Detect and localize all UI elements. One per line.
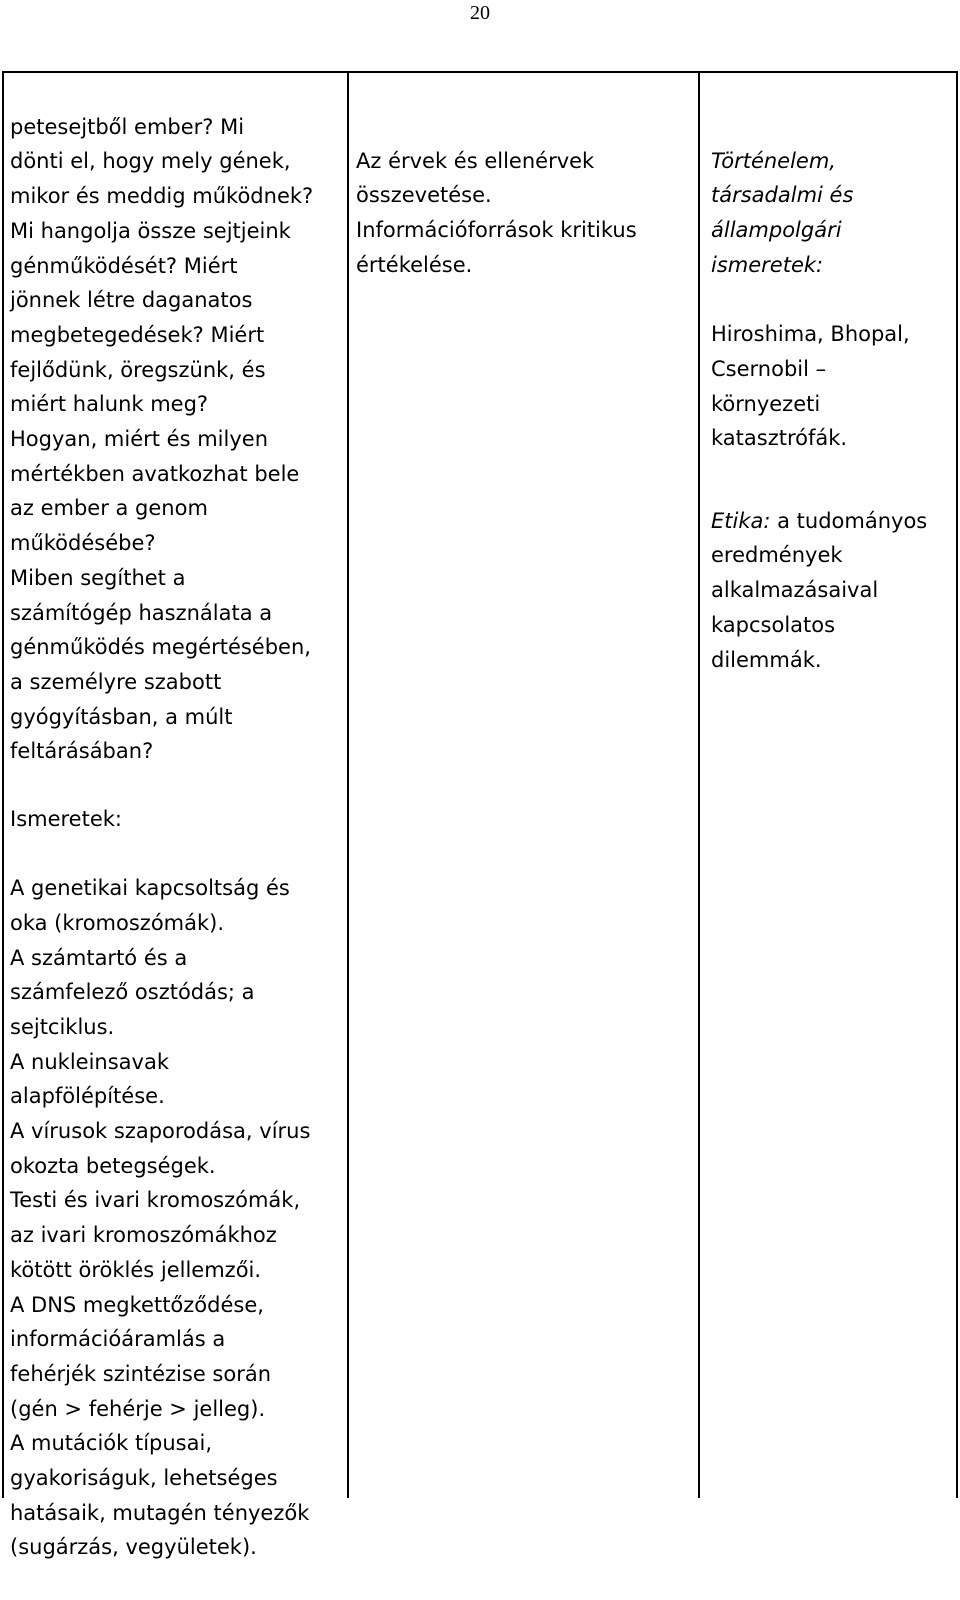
skills-cell [356, 109, 686, 317]
knowledge-text: A genetikai kapcsoltság és oka (kromoszómák). A számtartó és a számfelező osztódás; a sejtciklus. A nukleinsavak alapfölépítése. A vírusok szaporodása, vírus okozta betegségek. Testi és ivari kromoszómák, az ivari kromoszómákhoz kötött öröklés jellemzői. A DNS megkettőződése, információáramlás a fehérjék szintézise során (gén > fehérje > jelleg). A mutációk típusai, gyakoriságuk, lehetséges hatásaik, mutagén tényezők (sugárzás, vegyületek). [10, 876, 311, 1560]
ethics-paragraph [711, 504, 951, 678]
questions-cell [10, 75, 340, 804]
knowledge-cell [10, 767, 340, 1600]
history-text: Hiroshima, Bhopal, Csernobil – környezeti katasztrófák. [711, 322, 910, 451]
page-number: 20 [470, 2, 490, 24]
knowledge-label: Ismeretek: [10, 806, 122, 831]
ethics-label: Etika: [711, 508, 771, 533]
column-divider-2 [698, 71, 700, 1498]
connections-cell [711, 109, 951, 712]
guiding-questions: petesejtből ember? Mi dönti el, hogy mely gének, mikor és meddig működnek? Mi hangolja össze sejtjeink génműködését? Miért jönnek létre daganatos megbetegedések? Miért fejlődünk, öregszünk, és miért halunk meg? Hogyan, miért és milyen mértékben avatkozhat bele az ember a genom működésébe? Miben segíthet a számítógép használata a génműködés megértésében, a személyre szabott gyógyításban, a múlt feltárásában? [10, 114, 314, 764]
ethics-text: a tudományos eredmények alkalmazásaival kapcsolatos dilemmák. [711, 508, 928, 672]
column-divider-1 [347, 71, 349, 1498]
history-label: Történelem, társadalmi és állampolgári ismeretek: [711, 148, 854, 277]
skills-text: Az érvek és ellenérvek összevetése. Információforrások kritikus értékelése. [356, 148, 637, 277]
